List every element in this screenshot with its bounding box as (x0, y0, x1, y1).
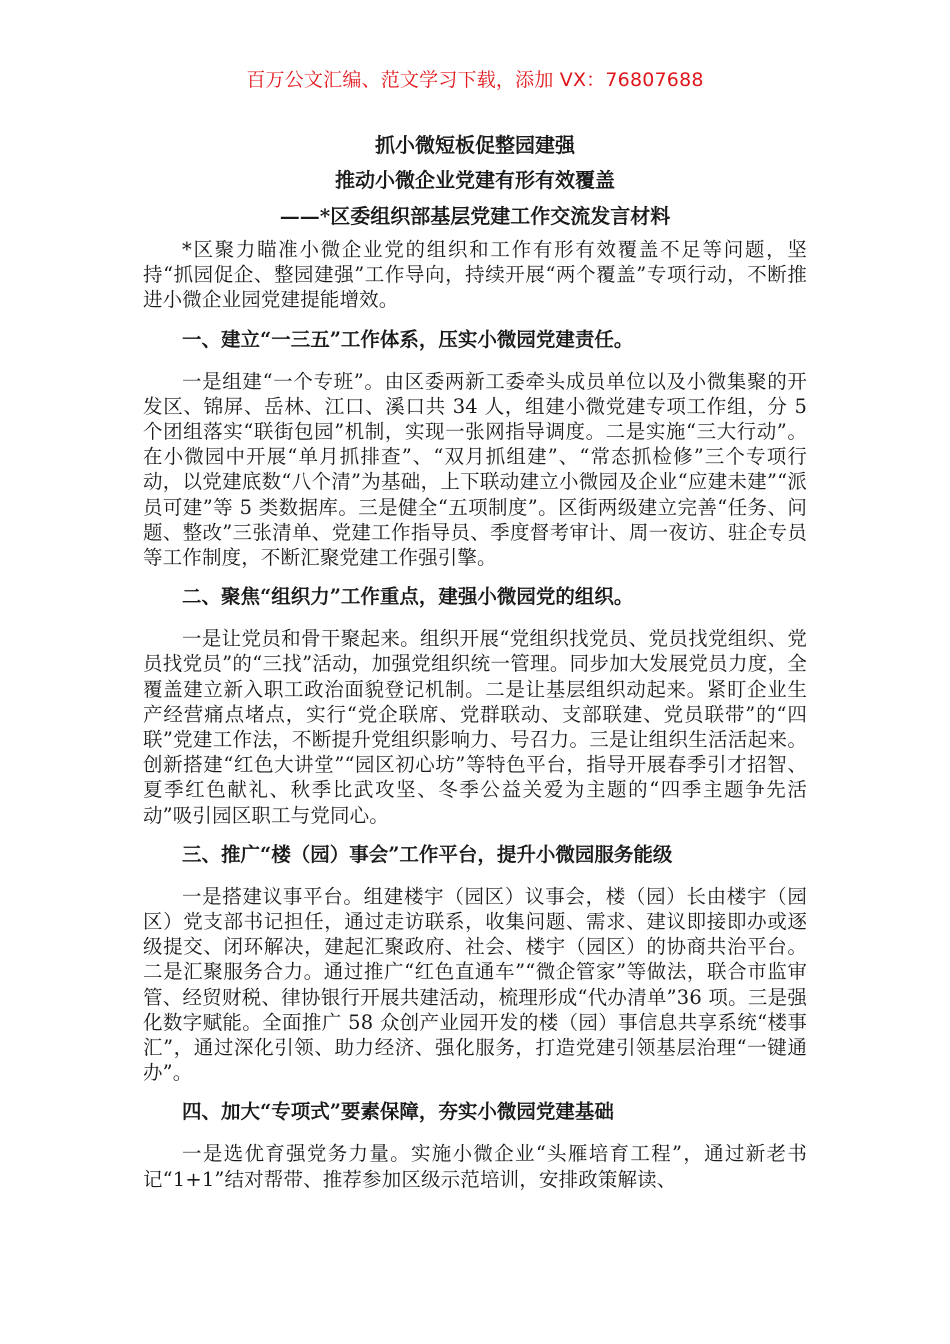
section-3-heading: 三、推广“楼（园）事会”工作平台，提升小微园服务能级 (182, 842, 673, 866)
document-page (143, 60, 807, 1192)
promo-banner: 百万公文汇编、范文学习下载，添加 VX：76807688 (246, 69, 704, 91)
title-line-1: 抓小微短板促整园建强 (375, 133, 575, 157)
section-2-heading: 二、聚焦“组织力”工作重点，建强小微园党的组织。 (182, 585, 634, 609)
intro-paragraph: *区聚力瞄准小微企业党的组织和工作有形有效覆盖不足等问题，坚持“抓园促企、整园建强”工作导向，持续开展“两个覆盖”专项行动，不断推进小微企业园党建提能增效。 (143, 238, 807, 312)
section-4-body: 一是选优育强党务力量。实施小微企业“头雁培育工程”，通过新老书记“1+1”结对帮带、推荐参加区级示范培训，安排政策解读、 (143, 1142, 807, 1191)
section-4-heading: 四、加大“专项式”要素保障，夯实小微园党建基础 (182, 1100, 614, 1124)
title-line-2: 推动小微企业党建有形有效覆盖 (335, 168, 615, 192)
title-line-3: ——*区委组织部基层党建工作交流发言材料 (279, 204, 671, 228)
section-3-body: 一是搭建议事平台。组建楼宇（园区）议事会，楼（园）长由楼宇（园区）党支部书记担任，通过走访联系，收集问题、需求、建议即接即办或逐级提交、闭环解决，建起汇聚政府、社会、楼宇（园区）的协商共治平台。二是汇聚服务合力。通过推广“红色直通车”“微企管家”等做法，联合市监审管、经贸财税、律协银行开展共建活动，梳理形成“代办清单”36 项。三是强化数字赋能。全面推广 58 众创产业园开发的楼（园）事信息共享系统“楼事汇”，通过深化引领、助力经济、强化服务，打造党建引领基层治理“一键通办”。 (143, 884, 807, 1085)
section-1-heading: 一、建立“一三五”工作体系，压实小微园党建责任。 (182, 327, 634, 351)
section-1-body: 一是组建“一个专班”。由区委两新工委牵头成员单位以及小微集聚的开发区、锦屏、岳林、江口、溪口共 34 人，组建小微党建专项工作组，分 5 个团组落实“联街包园”机制，实现一张网指导调度。二是实施“三大行动”。在小微园中开展“单月抓排查”、“双月抓组建”、“常态抓检修”三个专项行动，以党建底数“八个清”为基础，上下联动建立小微园及企业“应建未建”“派员可建”等 5 类数据库。三是健全“五项制度”。区街两级建立完善“任务、问题、整改”三张清单、党建工作指导员、季度督考审计、周一夜访、驻企专员等工作制度，不断汇聚党建工作强引擎。 (143, 369, 807, 570)
section-2-body: 一是让党员和骨干聚起来。组织开展“党组织找党员、党员找党组织、党员找党员”的“三找”活动，加强党组织统一管理。同步加大发展党员力度，全覆盖建立新入职工政治面貌登记机制。二是让基层组织动起来。紧盯企业生产经营痛点堵点，实行“党企联席、党群联动、支部联建、党员联带”的“四联”党建工作法，不断提升党组织影响力、号召力。三是让组织生活活起来。创新搭建“红色大讲堂”“园区初心坊”等特色平台，指导开展春季引才招智、夏季红色献礼、秋季比武攻坚、冬季公益关爱为主题的“四季主题争先活动”吸引园区职工与党同心。 (143, 627, 807, 827)
